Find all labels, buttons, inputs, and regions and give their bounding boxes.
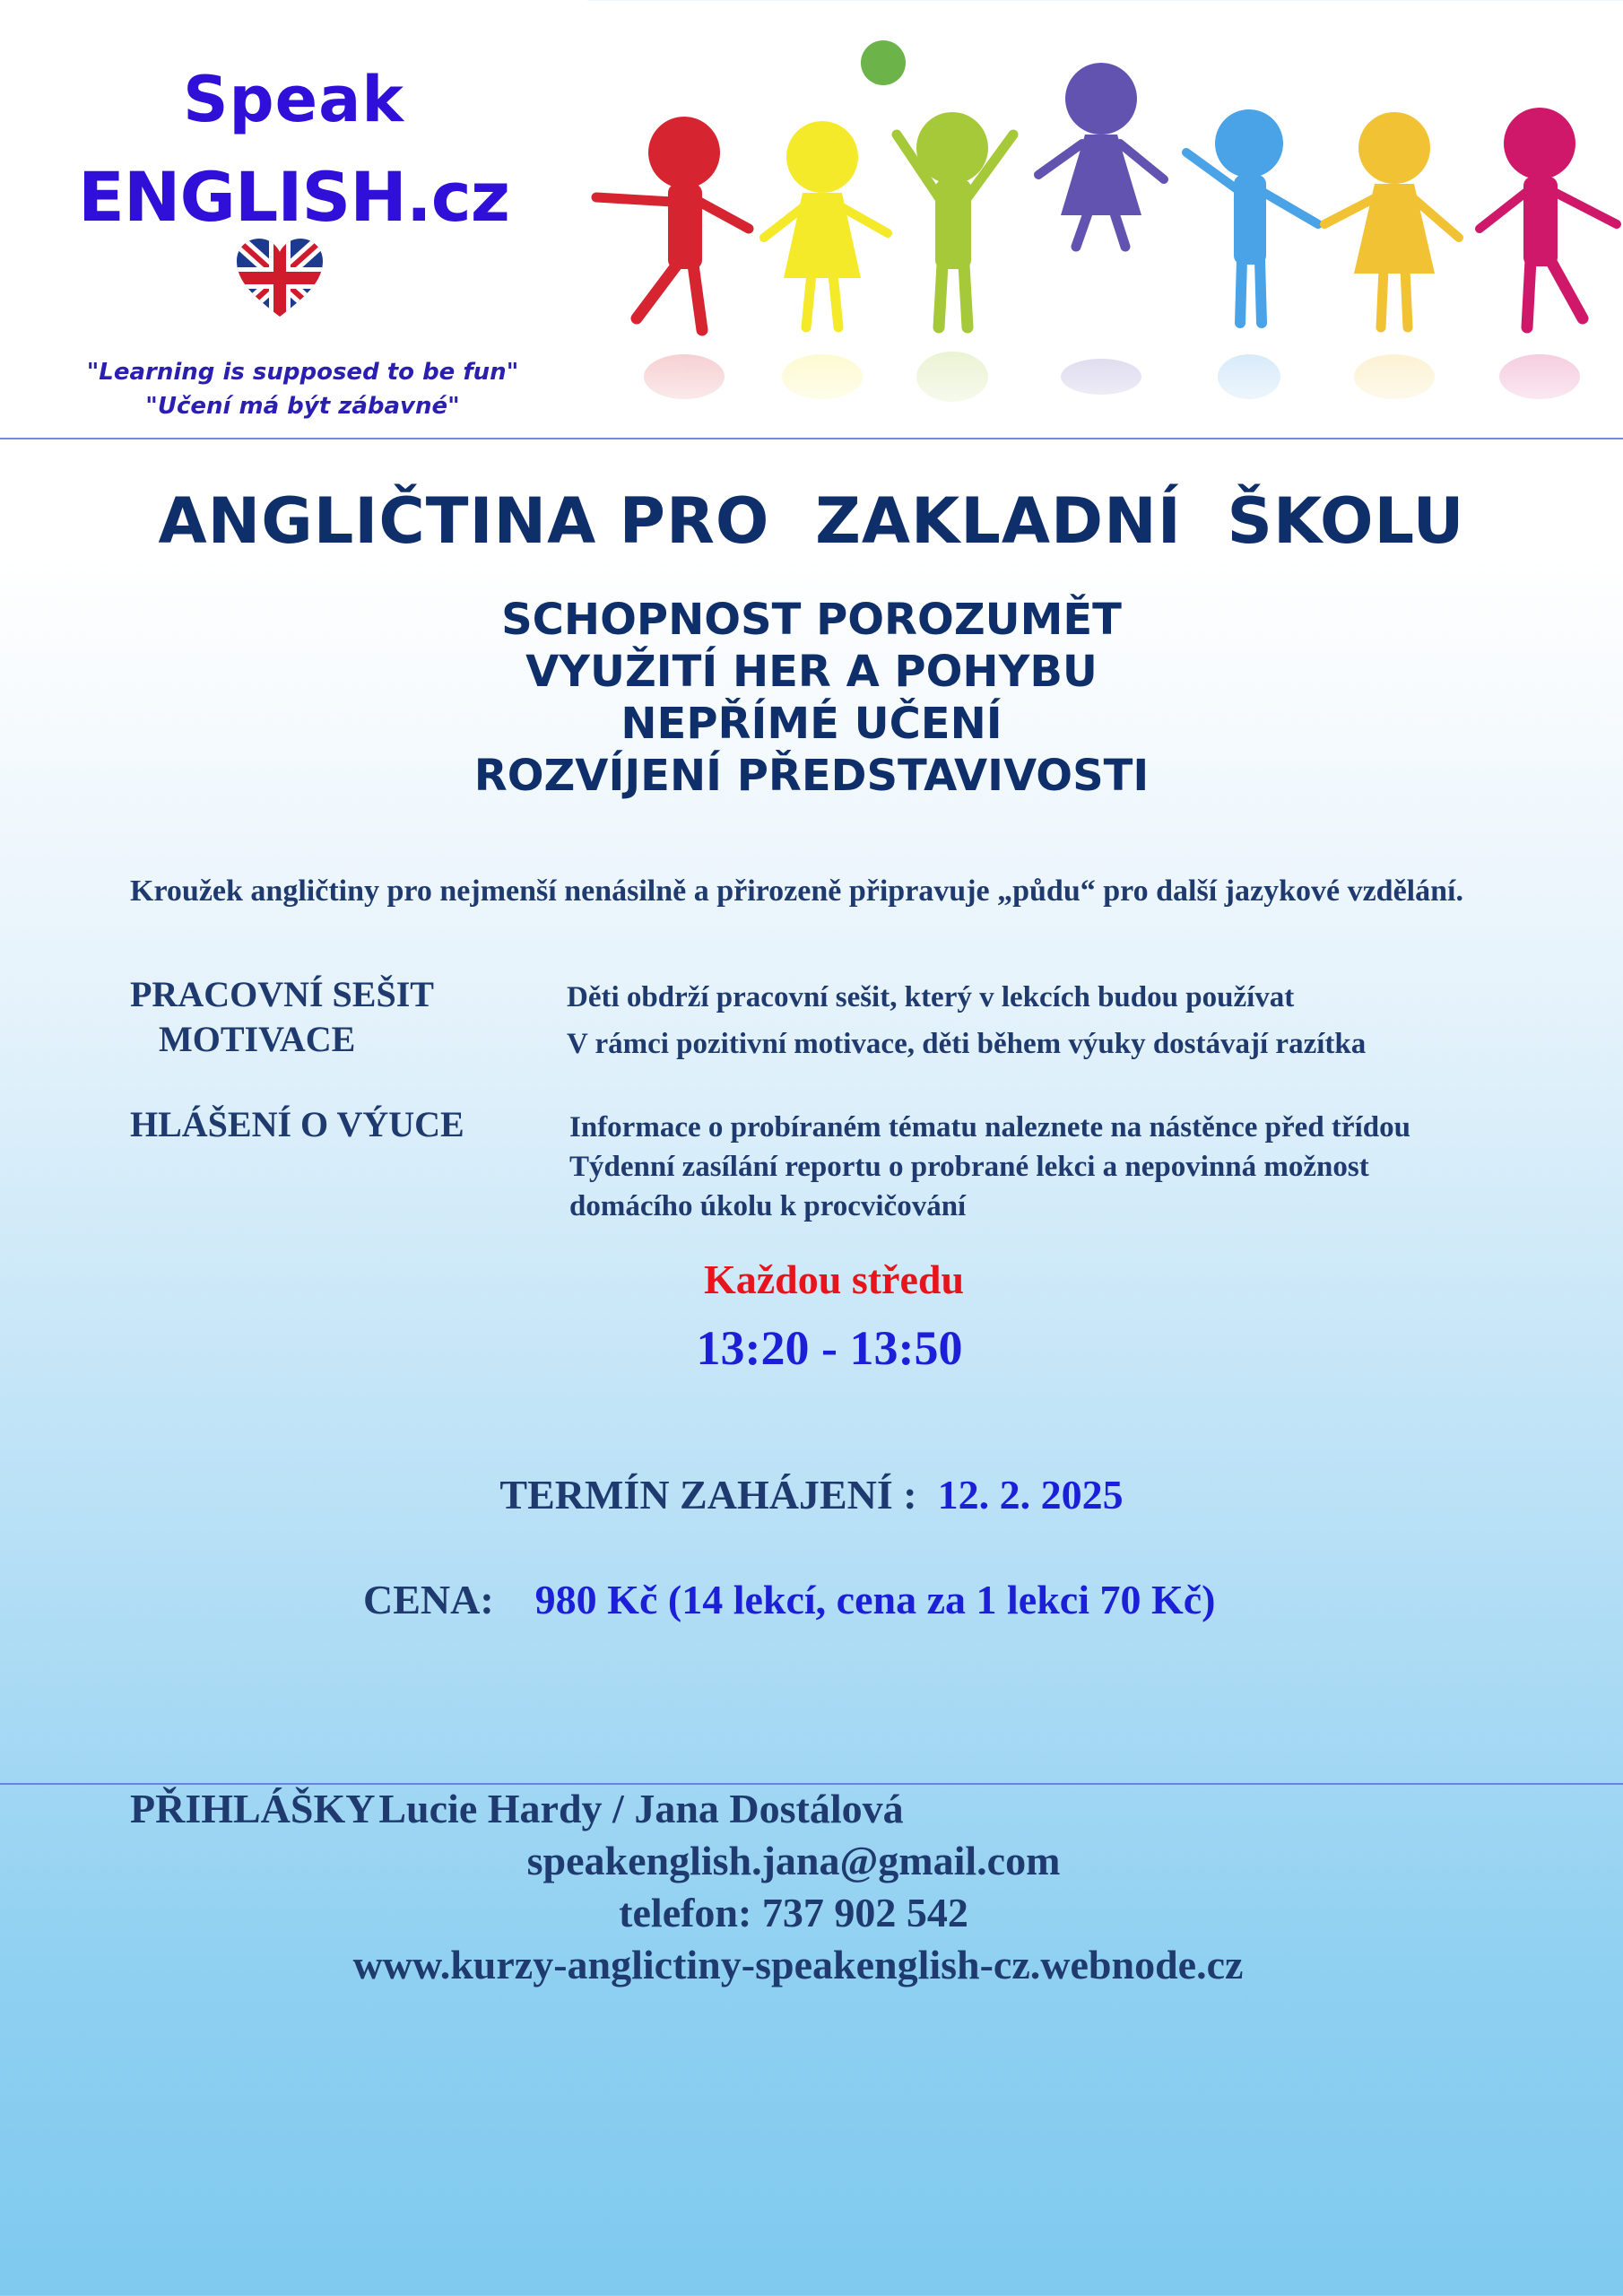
intro-text: Kroužek angličtiny pro nejmenší nenásilně a přirozeně připravuje „půdu“ pro další jazykové vzdělání. [130,874,1463,908]
start-label: TERMÍN ZAHÁJENÍ : [499,1472,917,1518]
contact-phone[interactable]: telefon: 737 902 542 [619,1890,968,1935]
feature-text-reporting-1: Informace o probíraném tématu naleznete na nástěnce před třídou [569,1111,1410,1144]
logo-english-text: ENGLISH.cz [77,157,510,237]
feature-text-motivation: V rámci pozitivní motivace, děti během výuky dostávají razítka [567,1028,1367,1060]
kid-orange-figure [1324,112,1459,327]
subtitle-2: VYUŽITÍ HER A POHYBU [525,647,1098,697]
feature-label-motivation: MOTIVACE [159,1019,356,1059]
start-date: 12. 2. 2025 [937,1472,1124,1518]
price-line [363,1576,1216,1623]
kid-blue-figure [1186,109,1318,323]
price-value: 980 Kč (14 lekcí, cena za 1 lekci 70 Kč) [534,1577,1216,1622]
ball-icon [861,40,906,85]
uk-flag-heart-icon [235,238,325,318]
subtitle-1: SCHOPNOST POROZUMĚT [501,595,1122,645]
header-divider [0,438,1623,439]
logo-panel [0,0,587,439]
subtitle-4: ROZVÍJENÍ PŘEDSTAVIVOSTI [473,751,1150,801]
price-label: CENA: [363,1577,494,1622]
page-title: ANGLIČTINA PRO ZAKLADNÍ ŠKOLU [158,484,1465,558]
schedule-time: 13:20 - 13:50 [696,1321,963,1375]
registration-label: PŘIHLÁŠKY [130,1786,376,1831]
feature-text-reporting-2: Týdenní zasílání reportu o probrané lekci a nepovinná možnost [569,1151,1369,1183]
dancing-kids-illustration [587,0,1623,439]
contact-website[interactable]: www.kurzy-anglictiny-speakenglish-cz.webnode.cz [352,1942,1244,1987]
schedule-day: Každou středu [703,1257,965,1302]
kid-green-figure [897,112,1013,327]
start-date-line [0,1471,1623,1518]
slogan-english: "Learning is supposed to be fun" [86,359,519,386]
feature-label-reporting: HLÁŠENÍ O VÝUCE [130,1104,464,1144]
logo-speak-text: Speak [183,63,404,136]
kid-red-figure [596,117,749,330]
contact-email[interactable]: speakenglish.jana@gmail.com [526,1838,1061,1883]
subtitle-3: NEPŘÍMÉ UČENÍ [621,699,1002,749]
feature-label-workbook: PRACOVNÍ SEŠIT [130,974,434,1014]
kid-yellow-figure [764,121,888,327]
slogan-czech: "Učení má být zábavné" [145,393,460,420]
contact-names: Lucie Hardy / Jana Dostálová [378,1786,904,1831]
feature-text-workbook: Děti obdrží pracovní sešit, který v lekcích budou používat [567,981,1295,1013]
kid-magenta-figure [1480,108,1617,327]
kid-purple-figure [1038,63,1164,247]
feature-text-reporting-3: domácího úkolu k procvičování [569,1190,967,1222]
